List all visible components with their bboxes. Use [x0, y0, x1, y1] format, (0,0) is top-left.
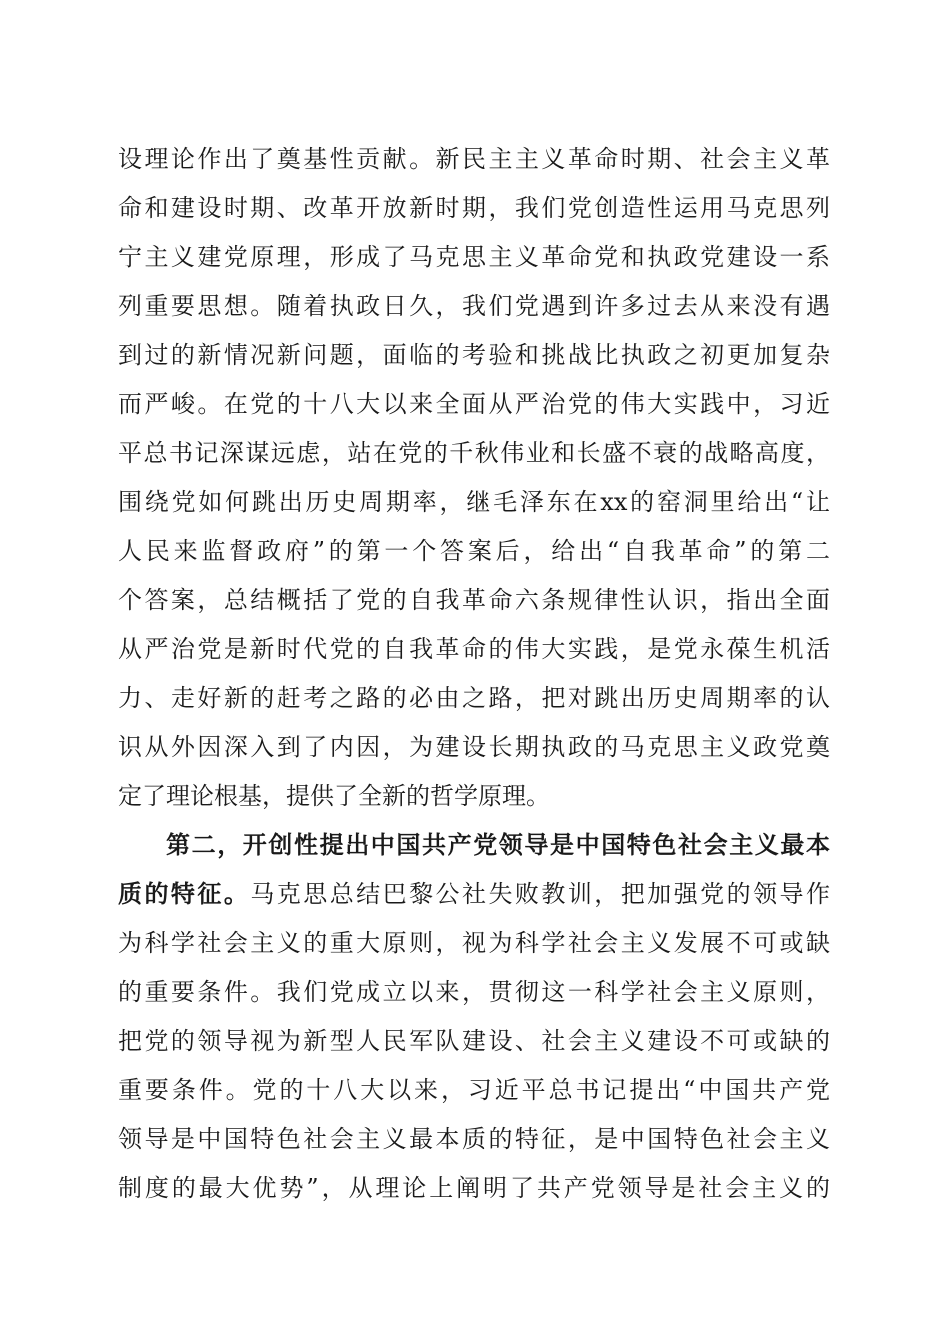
- paragraph-line: 而严峻。在党的十八大以来全面从严治党的伟大实践中，习近: [118, 390, 830, 418]
- paragraph-line: 到过的新情况新问题，面临的考验和挑战比执政之初更加复杂: [118, 341, 830, 369]
- paragraph-line: 列重要思想。随着执政日久，我们党遇到许多过去从来没有遇: [118, 292, 830, 320]
- paragraph-line: 个答案，总结概括了党的自我革命六条规律性认识，指出全面: [118, 586, 830, 614]
- paragraph-line: 制度的最大优势”，从理论上阐明了共产党领导是社会主义的: [118, 1174, 830, 1202]
- paragraph-line: 定了理论根基，提供了全新的哲学原理。: [118, 782, 550, 810]
- paragraph-line: 宁主义建党原理，形成了马克思主义革命党和执政党建设一系: [118, 243, 830, 271]
- paragraph-line: 力、走好新的赶考之路的必由之路，把对跳出历史周期率的认: [118, 684, 830, 712]
- paragraph-line: 的重要条件。我们党成立以来，贯彻这一科学社会主义原则，: [118, 978, 830, 1006]
- paragraph-line: 人民来监督政府”的第一个答案后，给出“自我革命”的第二: [118, 537, 830, 565]
- paragraph-text: 马克思总结巴黎公社失败教训，把加强党的领导作: [250, 880, 830, 908]
- paragraph-line: 把党的领导视为新型人民军队建设、社会主义建设不可或缺的: [118, 1027, 830, 1055]
- paragraph-line: 重要条件。党的十八大以来，习近平总书记提出“中国共产党: [118, 1076, 830, 1104]
- paragraph-line: 从严治党是新时代党的自我革命的伟大实践，是党永葆生机活: [118, 635, 830, 663]
- section-heading-continuation: [118, 874, 830, 914]
- paragraph-line: 平总书记深谋远虑，站在党的千秋伟业和长盛不衰的战略高度，: [118, 439, 830, 467]
- paragraph-line: 领导是中国特色社会主义最本质的特征，是中国特色社会主义: [118, 1125, 830, 1153]
- paragraph-line: 围绕党如何跳出历史周期率，继毛泽东在xx的窑洞里给出“让: [118, 488, 830, 516]
- paragraph-line: 识从外因深入到了内因，为建设长期执政的马克思主义政党奠: [118, 733, 830, 761]
- paragraph-line: 命和建设时期、改革开放新时期，我们党创造性运用马克思列: [118, 194, 830, 222]
- section-heading-end: 质的特征。: [118, 879, 251, 908]
- paragraph-line: 设理论作出了奠基性贡献。新民主主义革命时期、社会主义革: [118, 145, 830, 173]
- section-heading-line: 第二，开创性提出中国共产党领导是中国特色社会主义最本: [166, 830, 830, 859]
- paragraph-line: 为科学社会主义的重大原则，视为科学社会主义发展不可或缺: [118, 929, 830, 957]
